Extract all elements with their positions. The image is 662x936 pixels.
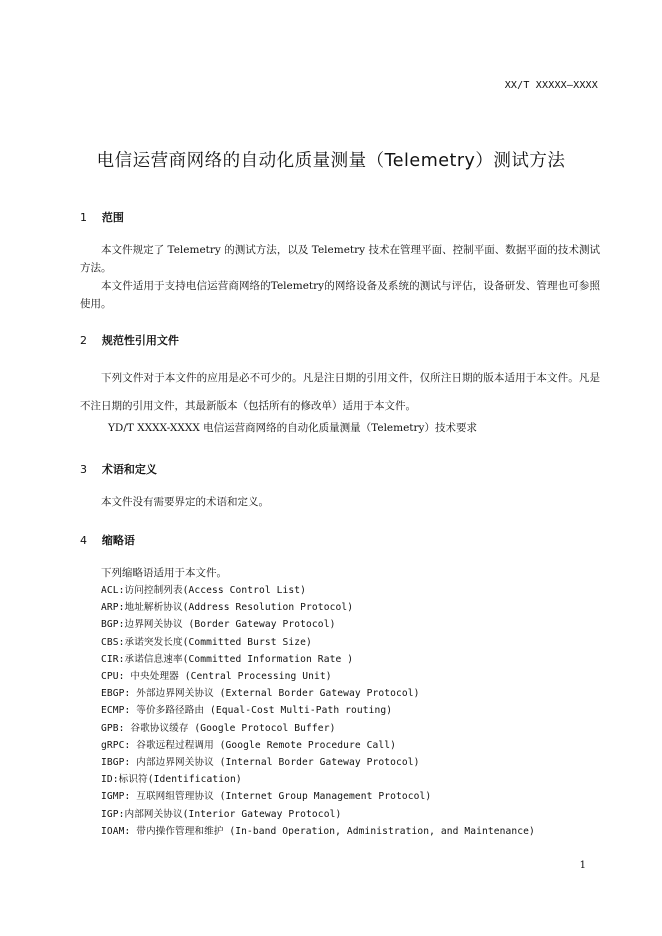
section-number: 1 <box>80 211 87 224</box>
abbreviation-item: ECMP: 等价多路径路由 (Equal-Cost Multi-Path routing) <box>101 705 393 717</box>
abbreviation-item: IOAM: 带内操作管理和维护 (In-band Operation, Administration, and Maintenance) <box>101 825 535 837</box>
abbreviation-item: IBGP: 内部边界网关协议 (Internal Border Gateway Protocol) <box>101 757 420 769</box>
abbreviation-item: EBGP: 外部边界网关协议 (External Border Gateway Protocol) <box>101 688 420 700</box>
abbreviation-item: gRPC: 谷歌远程过程调用 (Google Remote Procedure Call) <box>101 739 396 751</box>
page-number: 1 <box>579 860 586 871</box>
abbreviation-item: BGP:边界网关协议 (Border Gateway Protocol) <box>101 619 336 631</box>
document-code: XX/T XXXXX—XXXX <box>504 80 598 91</box>
abbreviation-item: ARP:地址解析协议(Address Resolution Protocol) <box>101 602 354 614</box>
abbreviation-item: GPB: 谷歌协议缓存 (Google Protocol Buffer) <box>101 722 336 734</box>
section-2-paragraph-1: 下列文件对于本文件的应用是必不可少的。凡是注日期的引用文件，仅所注日期的版本适用于本文件。凡是不注日期的引用文件，其最新版本（包括所有的修改单）适用于本文件。 <box>80 372 600 412</box>
abbreviation-item: IGP:内部网关协议(Interior Gateway Protocol) <box>101 808 342 820</box>
section-3-heading <box>80 461 157 477</box>
section-number: 4 <box>80 534 87 547</box>
abbreviation-item: ID:标识符(Identification) <box>101 774 242 786</box>
section-title: 缩略语 <box>101 534 135 547</box>
abbreviation-item: CIR:承诺信息速率(Committed Information Rate ) <box>101 653 354 665</box>
section-1-heading <box>80 209 124 225</box>
section-number: 3 <box>80 463 87 476</box>
section-2-heading <box>80 332 179 348</box>
abbreviation-item: IGMP: 互联网组管理协议 (Internet Group Management Protocol) <box>101 791 432 803</box>
abbreviation-item: CBS:承诺突发长度(Committed Burst Size) <box>101 636 312 648</box>
section-title: 术语和定义 <box>101 463 157 476</box>
section-3-paragraph-1: 本文件没有需要界定的术语和定义。 <box>101 496 269 508</box>
section-1-paragraph-2: 本文件适用于支持电信运营商网络的Telemetry的网络设备及系统的测试与评估，设备研发、管理也可参照使用。 <box>80 280 600 310</box>
section-title: 规范性引用文件 <box>101 334 179 347</box>
abbreviation-item: ACL:访问控制列表(Access Control List) <box>101 585 307 596</box>
document-title: 电信运营商网络的自动化质量测量（Telemetry）测试方法 <box>96 151 566 171</box>
section-1-paragraph-1: 本文件规定了 Telemetry 的测试方法，以及 Telemetry 技术在管理平面、控制平面、数据平面的技术测试方法。 <box>80 244 600 274</box>
normative-reference: YD/T XXXX-XXXX 电信运营商网络的自动化质量测量（Telemetry）技术要求 <box>108 422 477 434</box>
section-number: 2 <box>80 334 87 347</box>
section-4-heading <box>80 532 135 548</box>
abbreviations-intro: 下列缩略语适用于本文件。 <box>101 567 227 579</box>
abbreviation-item: CPU: 中央处理器 (Central Processing Unit) <box>101 671 332 683</box>
section-title: 范围 <box>101 211 124 224</box>
abbreviations-list <box>101 582 621 840</box>
